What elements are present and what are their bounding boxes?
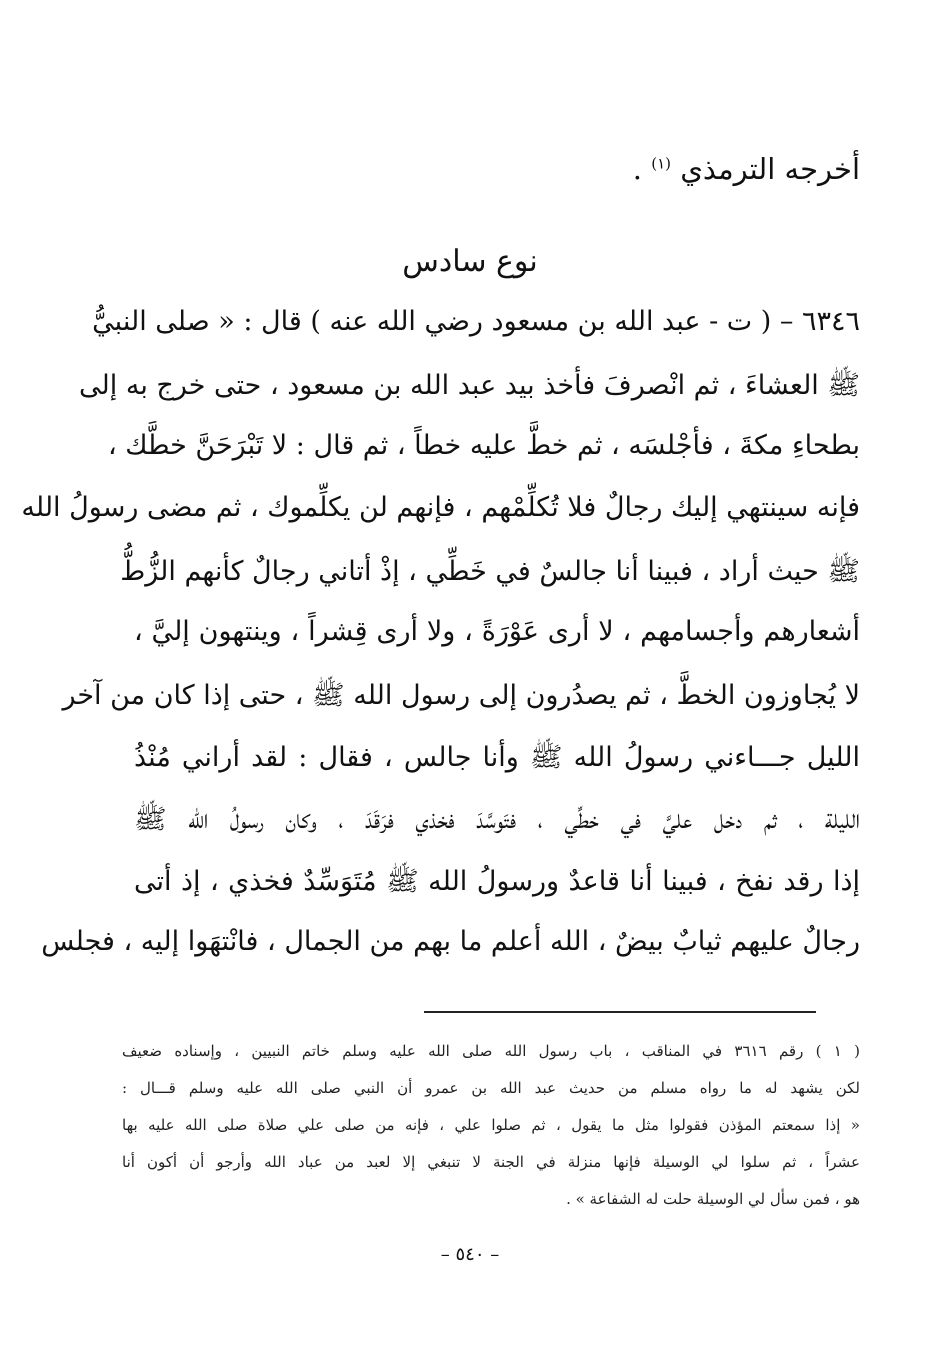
intro-line [160,152,860,186]
hadith-line: بطحاءِ مكةَ ، فأجْلسَه ، ثم خطَّ عليه خطاً ، ثم قال : لا تَبْرَحَنَّ خطَّك ، [107,430,860,461]
hadith-line: الليل جـــاءني رسولُ الله ﷺ وأنا جالس ، فقال : لقد أراني مُنْذُ [134,742,860,773]
footnote-line: « إذا سمعتم المؤذن فقولوا مثل ما يقول ، ثم صلوا علي ، فإنه من صلى علي صلاة صلى الله عليه بها [122,1116,860,1134]
hadith-line: رجالٌ عليهم ثيابٌ بيضٌ ، الله أعلم ما بهم من الجمال ، فانْتهَوا إليه ، فجلس [41,926,860,957]
footnote-ref: (١) [651,154,671,173]
hadith-line: ﷺ العشاءَ ، ثم انْصرفَ فأخذ بيد عبد الله بن مسعود ، حتى خرج به إلى [79,370,860,401]
footnote-line: هو ، فمن سأل لي الوسيلة حلت له الشفاعة » . [566,1190,860,1208]
hadith-line: ﷺ حيث أراد ، فبينا أنا جالسٌ في خَطِّي ، إذْ أتاني رجالٌ كأنهم الزُّطُّ [120,556,860,587]
hadith-line: الليلة ، ثم دخل عليَّ في خطِّي ، فتَوسَّدَ فخذي فرَقَدَ ، وكان رسولُ الله ﷺ [134,804,860,835]
hadith-line: فإنه سينتهي إليك رجالٌ فلا تُكلِّمْهم ، فإنهم لن يكلِّموك ، ثم مضى رسولُ الله [21,492,860,523]
page-number: – ٥٤٠ – [440,1244,500,1265]
hadith-line: لا يُجاوزون الخطَّ ، ثم يصدُرون إلى رسول الله ﷺ ، حتى إذا كان من آخر [62,680,860,711]
hadith-line: ٦٣٤٦ – ( ت - عبد الله بن مسعود رضي الله عنه ) قال : « صلى النبيُّ [92,306,860,337]
hadith-line: إذا رقد نفخ ، فبينا أنا قاعدٌ ورسولُ الله ﷺ مُتَوَسِّدٌ فخذي ، إذ أتى [134,866,860,897]
footnote-line: ( ١ ) رقم ٣٦١٦ في المناقب ، باب رسول الله صلى الله عليه وسلم خاتم النبيين ، وإسناده ضعيف [122,1042,861,1060]
intro-text: أخرجه الترمذي [680,152,860,186]
footnote-divider [424,1011,816,1013]
section-heading: نوع سادس [402,244,538,279]
intro-end: . [632,152,642,186]
footnote-line: لكن يشهد له ما رواه مسلم من حديث عبد الله بن عمرو أن النبي صلى الله عليه وسلم قـــال : [122,1079,861,1097]
hadith-line: أشعارهم وأجسامهم ، لا أرى عَوْرَةً ، ولا أرى قِشراً ، وينتهون إليَّ ، [134,616,860,647]
footnote-line: عشراً ، ثم سلوا لي الوسيلة فإنها منزلة في الجنة لا تنبغي إلا لعبد من عباد الله وأرجو أن أكون أنا [122,1153,860,1171]
